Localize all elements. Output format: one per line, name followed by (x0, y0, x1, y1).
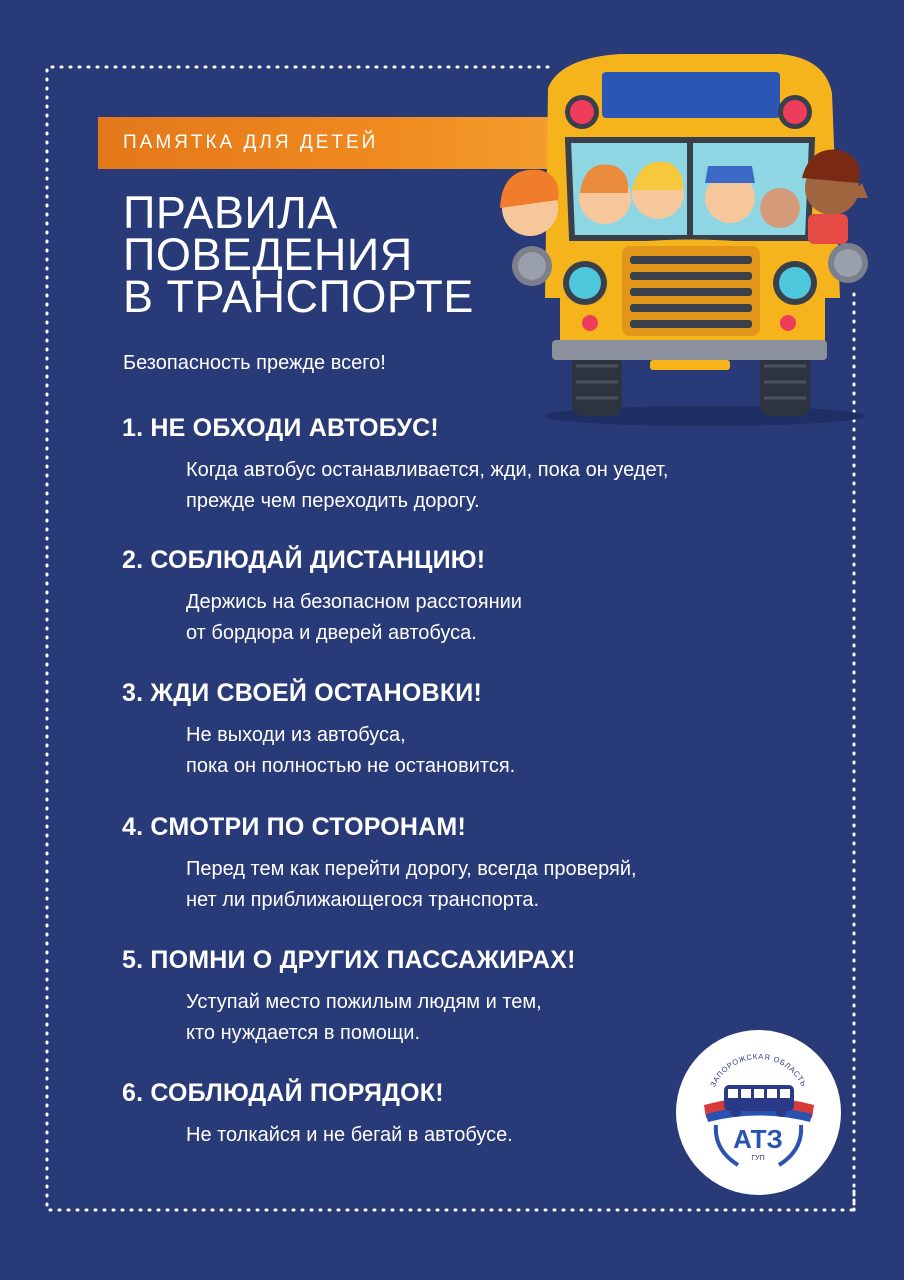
rule-item (122, 813, 802, 916)
rule-line: от бордюра и дверей автобуса. (186, 622, 477, 644)
rule-heading: 4. СМОТРИ ПО СТОРОНАМ! (122, 813, 466, 841)
rule-description (186, 854, 802, 916)
rule-line: нет ли приближающегося транспорта. (186, 889, 540, 911)
rule-line: Уступай место пожилым людям и тем, (186, 991, 542, 1013)
logo-arc-text: ЗАПОРОЖСКАЯ ОБЛАСТЬ (708, 1051, 809, 1089)
badge-label: ПАМЯТКА ДЛЯ ДЕТЕЙ (123, 132, 379, 153)
rule-description (186, 587, 802, 649)
rule-line: Когда автобус останавливается, жди, пока он уедет, (186, 459, 669, 481)
rule-line: прежде чем переходить дорогу. (186, 490, 480, 512)
rule-line: пока он полностью не остановится. (186, 755, 516, 777)
rule-heading: 3. ЖДИ СВОЕЙ ОСТАНОВКИ! (122, 679, 482, 707)
rule-heading: 1. НЕ ОБХОДИ АВТОБУС! (122, 414, 439, 442)
title-line: ПРАВИЛА (123, 187, 338, 238)
rule-item (122, 546, 802, 649)
rule-heading: 2. СОБЛЮДАЙ ДИСТАНЦИЮ! (122, 546, 486, 574)
rule-line: Не толкайся и не бегай в автобусе. (186, 1124, 513, 1146)
atz-logo-emblem (676, 1030, 841, 1195)
title-line: В ТРАНСПОРТЕ (123, 271, 474, 322)
logo-text: АТЗ (733, 1124, 783, 1154)
title-line: ПОВЕДЕНИЯ (123, 229, 413, 280)
page-title (123, 187, 474, 322)
svg-text:ЗАПОРОЖСКАЯ ОБЛАСТЬ (708, 1052, 808, 1089)
school-bus-with-children-icon (490, 48, 875, 430)
rule-description (186, 455, 802, 517)
rule-heading: 5. ПОМНИ О ДРУГИХ ПАССАЖИРАХ! (122, 946, 576, 974)
rule-line: Перед тем как перейти дорогу, всегда проверяй, (186, 858, 637, 880)
rule-heading: 6. СОБЛЮДАЙ ПОРЯДОК! (122, 1079, 444, 1107)
atz-logo (676, 1030, 841, 1195)
rule-line: кто нуждается в помощи. (186, 1022, 421, 1044)
rule-line: Держись на безопасном расстоянии (186, 591, 522, 613)
rule-item (122, 679, 802, 782)
subtitle: Безопасность прежде всего! (123, 352, 386, 374)
rule-description (186, 720, 802, 782)
logo-sub-text: ГУП (751, 1155, 765, 1162)
rule-line: Не выходи из автобуса, (186, 724, 406, 746)
